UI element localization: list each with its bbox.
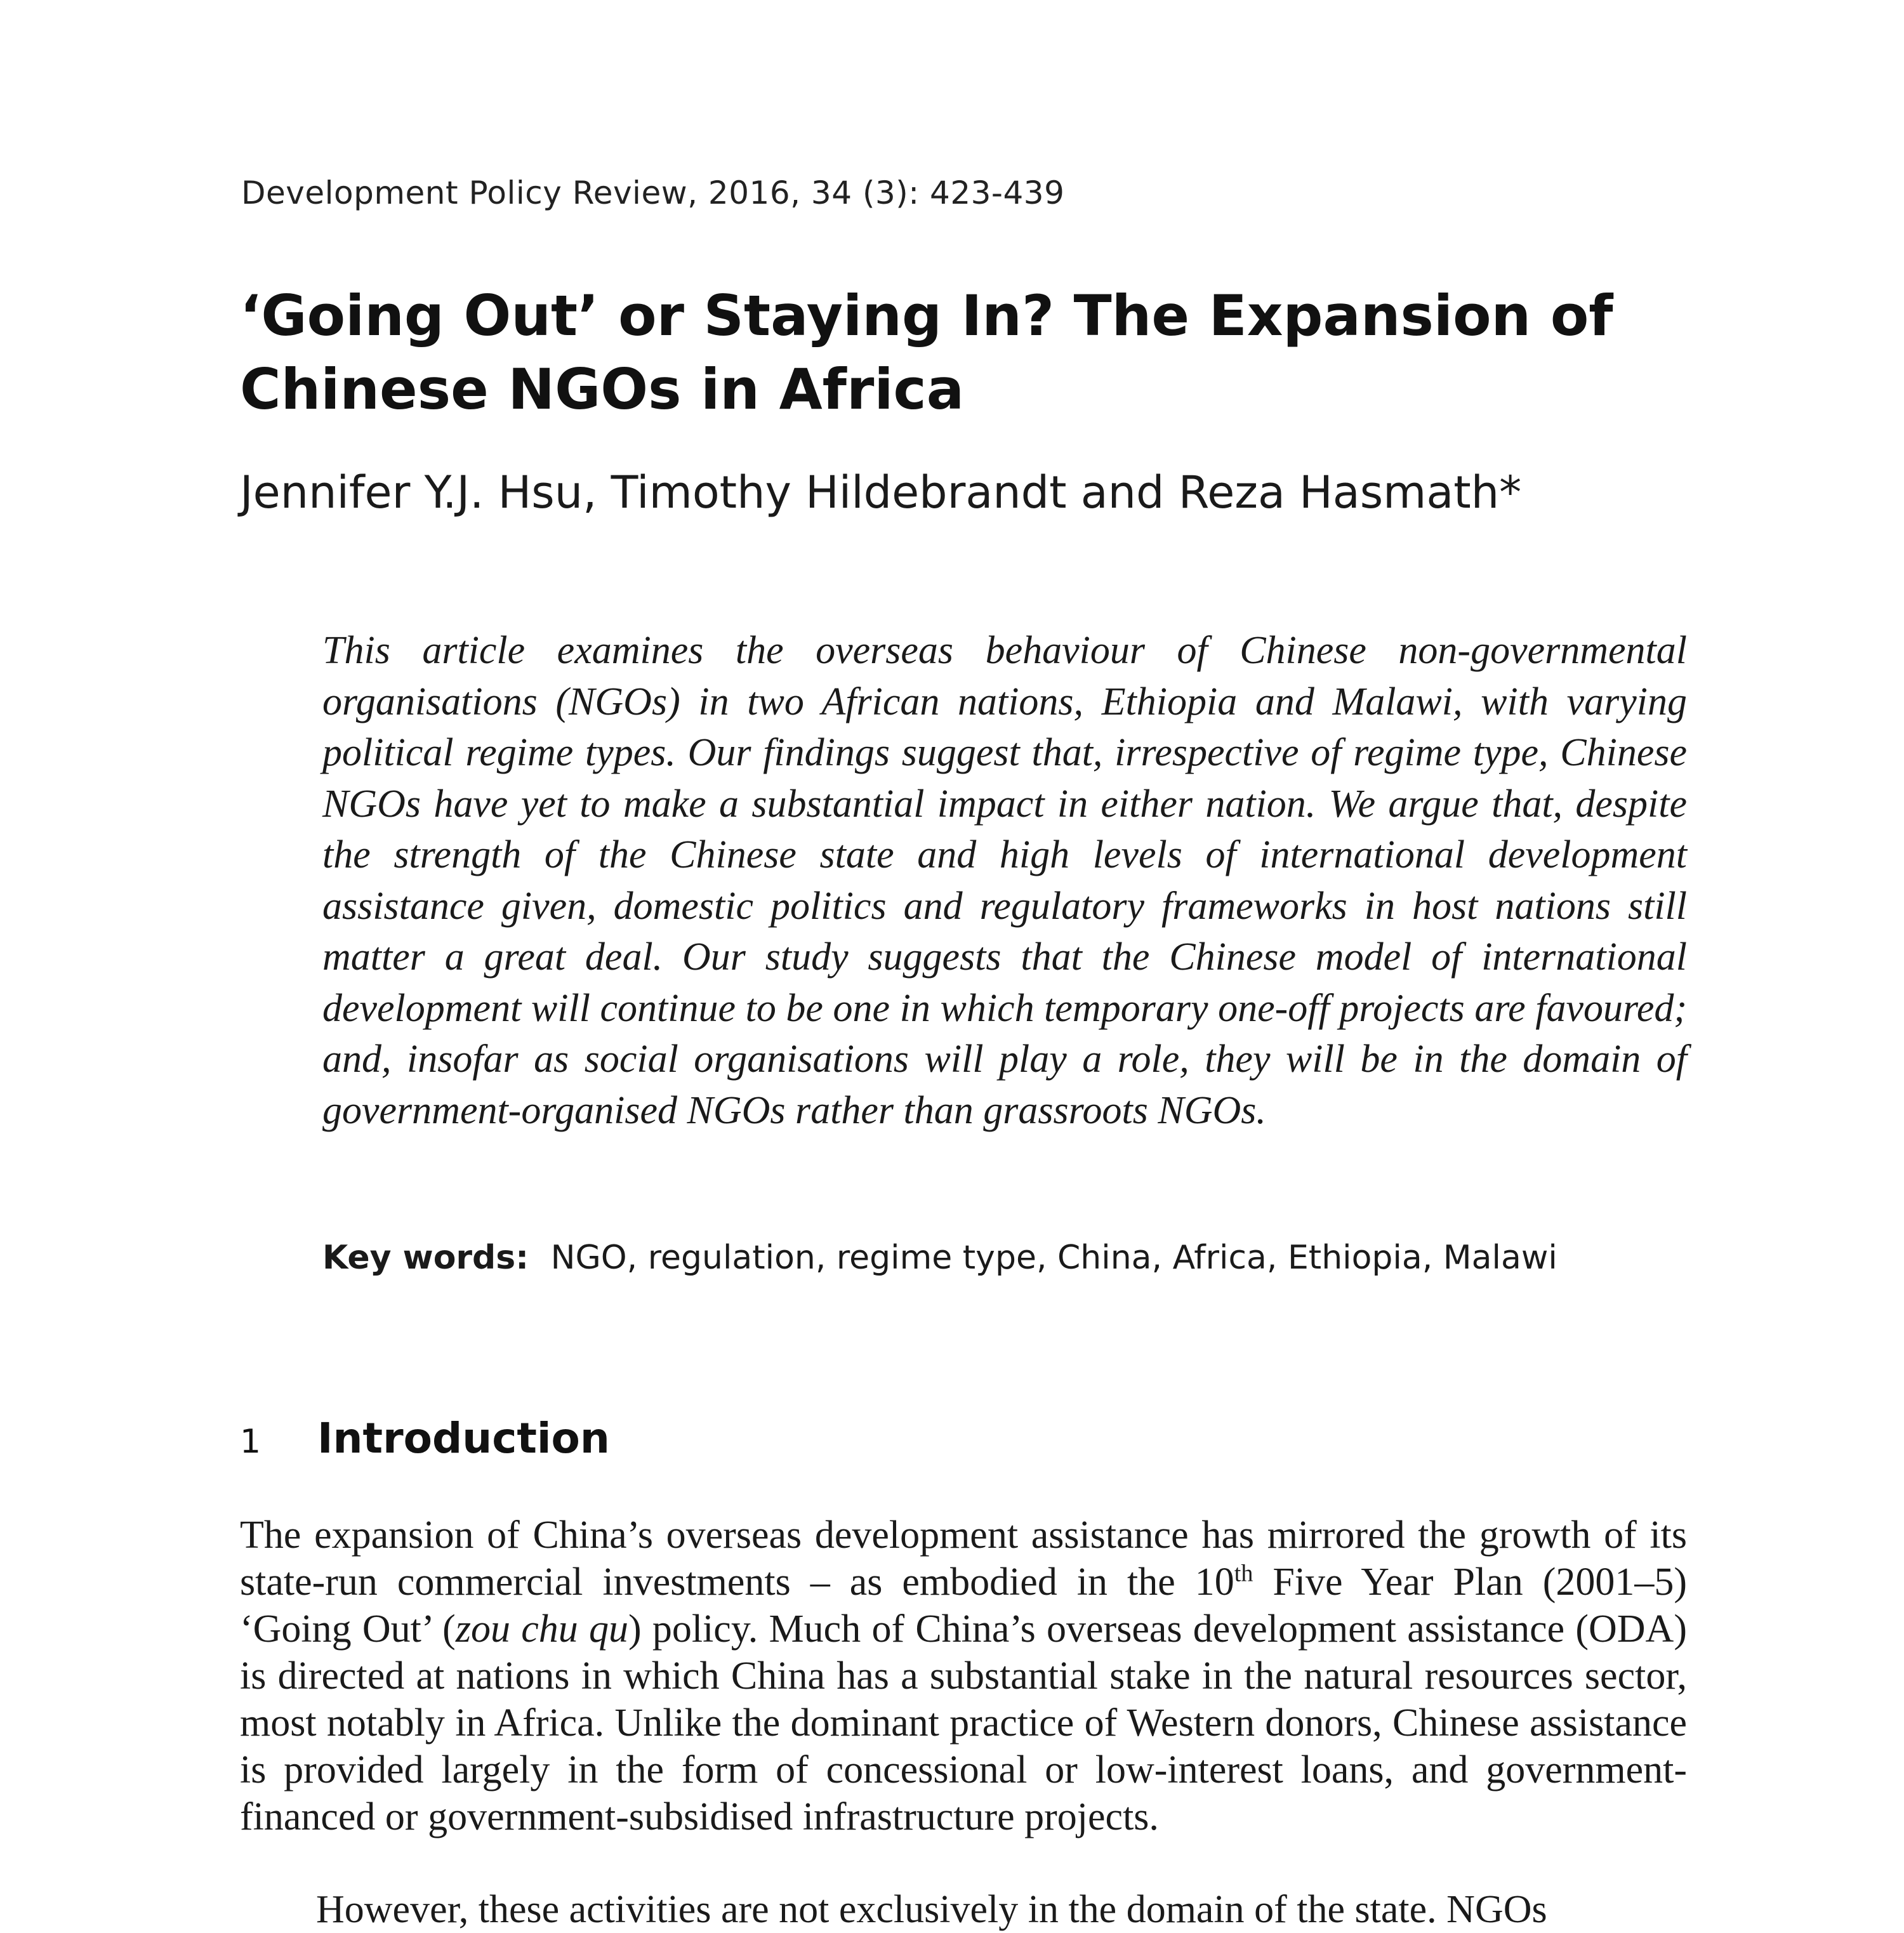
introduction-paragraph-2-partial: However, these activities are not exclusively in the domain of the state. NGOs xyxy=(316,1888,1547,1931)
para1-italic-term: zou chu qu xyxy=(455,1607,628,1651)
journal-citation: Development Policy Review, 2016, 34 (3): 423-439 xyxy=(241,175,1065,211)
para1-text-c: ) policy. Much of China’s overseas development assistance (ODA) is directed at nations in which China has a substantial stake in the natural resources sector, most notably in Africa. Unlike the dominant practice of Western donors, Chinese assistance is provided largely in the form of concessional or low-interest loans, and government-financed or government-subsidised infrastructure projects. xyxy=(240,1607,1687,1838)
author-list: Jennifer Y.J. Hsu, Timothy Hildebrandt and Reza Hasmath* xyxy=(240,466,1522,518)
abstract: This article examines the overseas behaviour of Chinese non-governmental organisations (NGOs) in two African nations, Ethiopia and Malawi, with varying political regime types. Our findings suggest that, irrespective of regime type, Chinese NGOs have yet to make a substantial impact in either nation. We argue that, despite the strength of the Chinese state and high levels of international development assistance given, domestic politics and regulatory frameworks in host nations still matter a great deal. Our study suggests that the Chinese model of international development will continue to be one in which temporary one-off projects are favoured; and, insofar as social organisations will play a role, they will be in the domain of government-organised NGOs rather than grassroots NGOs. xyxy=(322,629,1687,1132)
keywords xyxy=(322,1239,1557,1277)
keywords-list: NGO, regulation, regime type, China, Africa, Ethiopia, Malawi xyxy=(550,1239,1557,1277)
keywords-label: Key words: xyxy=(322,1239,529,1277)
section-number: 1 xyxy=(240,1423,261,1461)
title-line-2: Chinese NGOs in Africa xyxy=(240,357,965,422)
title-line-1: ‘Going Out’ or Staying In? The Expansion of xyxy=(240,283,1613,348)
introduction-paragraph-1 xyxy=(240,1512,1687,1840)
article-title xyxy=(240,279,1763,426)
para1-text-a: The expansion of China’s overseas development assistance has mirrored the growth of its state-run commercial investments – as embodied in the 10 xyxy=(240,1514,1687,1604)
section-heading-introduction xyxy=(240,1414,610,1463)
para1-text-b: Five Year Plan (2001–5) ‘Going Out’ ( xyxy=(240,1560,1687,1651)
section-title: Introduction xyxy=(317,1414,610,1463)
superscript-th: th xyxy=(1234,1560,1253,1587)
